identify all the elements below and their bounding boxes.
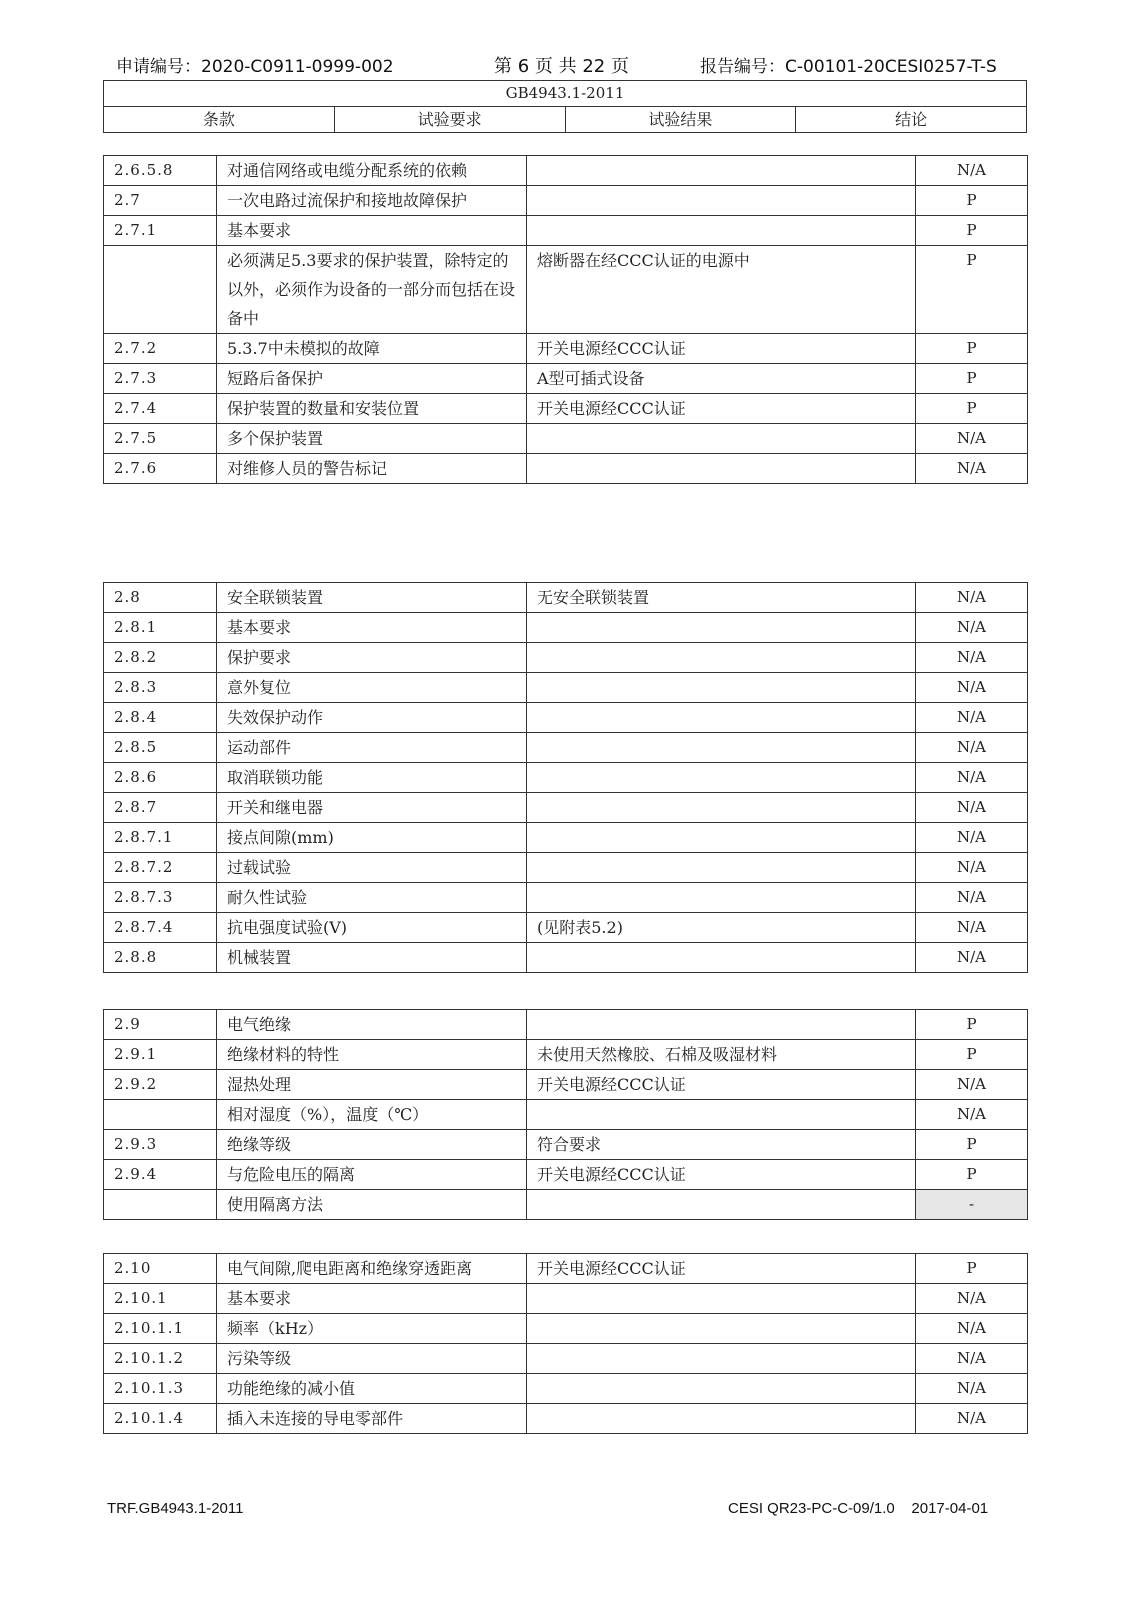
verdict-cell: N/A (916, 823, 1028, 853)
result-cell (527, 156, 916, 186)
verdict-cell: P (916, 1160, 1028, 1190)
requirement-cell: 污染等级 (217, 1344, 527, 1374)
result-cell (527, 733, 916, 763)
clause-cell: 2.8.7 (104, 793, 217, 823)
result-cell: 无安全联锁装置 (527, 583, 916, 613)
table-row (104, 583, 1028, 613)
requirement-cell: 对维修人员的警告标记 (217, 454, 527, 484)
result-cell (527, 613, 916, 643)
clause-cell: 2.9.3 (104, 1130, 217, 1160)
requirement-cell: 5.3.7中未模拟的故障 (217, 334, 527, 364)
table-row (104, 186, 1028, 216)
requirement-cell: 电气间隙,爬电距离和绝缘穿透距离 (217, 1254, 527, 1284)
requirement-cell: 相对湿度（%），温度（℃） (217, 1100, 527, 1130)
requirement-cell: 安全联锁装置 (217, 583, 527, 613)
table-row (104, 364, 1028, 394)
result-cell: 开关电源经CCC认证 (527, 1254, 916, 1284)
clause-cell: 2.9 (104, 1010, 217, 1040)
requirement-cell: 意外复位 (217, 673, 527, 703)
clause-cell: 2.9.2 (104, 1070, 217, 1100)
result-cell (527, 186, 916, 216)
verdict-cell: P (916, 246, 1028, 334)
clause-cell: 2.8 (104, 583, 217, 613)
result-cell (527, 1010, 916, 1040)
requirement-cell: 插入未连接的导电零部件 (217, 1404, 527, 1434)
requirement-cell: 取消联锁功能 (217, 763, 527, 793)
clause-cell: 2.9.1 (104, 1040, 217, 1070)
result-cell (527, 1314, 916, 1344)
result-cell (527, 424, 916, 454)
requirement-cell: 必须满足5.3要求的保护装置，除特定的以外，必须作为设备的一部分而包括在设备中 (217, 246, 527, 334)
doc-date: 2017-04-01 (911, 1500, 989, 1517)
requirement-cell: 过载试验 (217, 853, 527, 883)
clause-cell: 2.7.4 (104, 394, 217, 424)
result-cell: 开关电源经CCC认证 (527, 1070, 916, 1100)
result-cell (527, 1284, 916, 1314)
table-row (104, 763, 1028, 793)
verdict-cell: P (916, 216, 1028, 246)
table-header (103, 80, 1027, 133)
clause-cell: 2.8.3 (104, 673, 217, 703)
clause-cell (104, 1100, 217, 1130)
verdict-cell: N/A (916, 763, 1028, 793)
requirement-cell: 绝缘材料的特性 (217, 1040, 527, 1070)
table-row (104, 394, 1028, 424)
requirement-cell: 接点间隙(mm) (217, 823, 527, 853)
verdict-cell: - (916, 1190, 1028, 1220)
table-row (104, 1314, 1028, 1344)
verdict-cell: N/A (916, 156, 1028, 186)
table-row (104, 1070, 1028, 1100)
result-cell: 开关电源经CCC认证 (527, 1160, 916, 1190)
requirement-cell: 保护要求 (217, 643, 527, 673)
clause-cell: 2.8.6 (104, 763, 217, 793)
verdict-cell: N/A (916, 583, 1028, 613)
verdict-cell: N/A (916, 613, 1028, 643)
requirement-cell: 电气绝缘 (217, 1010, 527, 1040)
clause-cell: 2.8.8 (104, 943, 217, 973)
clause-cell: 2.10.1.4 (104, 1404, 217, 1434)
table-row (104, 246, 1028, 334)
table-row (104, 1040, 1028, 1070)
table-row (104, 733, 1028, 763)
result-cell: 熔断器在经CCC认证的电源中 (527, 246, 916, 334)
result-cell: 开关电源经CCC认证 (527, 394, 916, 424)
column-header-verdict: 结论 (796, 107, 1027, 133)
verdict-cell: N/A (916, 424, 1028, 454)
clause-cell: 2.8.7.4 (104, 913, 217, 943)
verdict-cell: N/A (916, 1404, 1028, 1434)
requirement-cell: 基本要求 (217, 216, 527, 246)
clause-cell (104, 246, 217, 334)
clause-cell: 2.6.5.8 (104, 156, 217, 186)
requirement-cell: 耐久性试验 (217, 883, 527, 913)
verdict-cell: N/A (916, 1284, 1028, 1314)
form-id: TRF.GB4943.1-2011 (107, 1500, 244, 1517)
table-row (104, 454, 1028, 484)
requirement-cell: 功能绝缘的减小值 (217, 1374, 527, 1404)
requirement-cell: 保护装置的数量和安装位置 (217, 394, 527, 424)
table-row (104, 1284, 1028, 1314)
table-row (104, 673, 1028, 703)
clause-cell: 2.9.4 (104, 1160, 217, 1190)
clause-cell: 2.8.5 (104, 733, 217, 763)
result-cell: 符合要求 (527, 1130, 916, 1160)
table-row (104, 883, 1028, 913)
table-row (104, 793, 1028, 823)
result-cell (527, 703, 916, 733)
table-row (104, 1100, 1028, 1130)
verdict-cell: P (916, 1254, 1028, 1284)
clause-cell: 2.7.5 (104, 424, 217, 454)
verdict-cell: P (916, 186, 1028, 216)
page-info: 第 6 页 共 22 页 (494, 56, 629, 77)
verdict-cell: N/A (916, 913, 1028, 943)
table-row (104, 216, 1028, 246)
clause-cell: 2.10 (104, 1254, 217, 1284)
result-cell (527, 1344, 916, 1374)
result-cell: 开关电源经CCC认证 (527, 334, 916, 364)
clause-cell: 2.10.1.1 (104, 1314, 217, 1344)
requirement-cell: 绝缘等级 (217, 1130, 527, 1160)
table-row (104, 853, 1028, 883)
standard-title: GB4943.1-2011 (104, 81, 1027, 107)
table-row (104, 643, 1028, 673)
clause-cell: 2.7.3 (104, 364, 217, 394)
result-cell (527, 643, 916, 673)
clause-cell: 2.7 (104, 186, 217, 216)
clause-cell: 2.7.2 (104, 334, 217, 364)
verdict-cell: P (916, 334, 1028, 364)
verdict-cell: N/A (916, 793, 1028, 823)
column-header-result: 试验结果 (565, 107, 796, 133)
requirement-cell: 使用隔离方法 (217, 1190, 527, 1220)
requirement-cell: 失效保护动作 (217, 703, 527, 733)
result-cell: 未使用天然橡胶、石棉及吸湿材料 (527, 1040, 916, 1070)
table-row (104, 1190, 1028, 1220)
doc-code: CESI QR23-PC-C-09/1.0 (728, 1500, 895, 1517)
requirement-cell: 机械装置 (217, 943, 527, 973)
result-cell (527, 216, 916, 246)
requirement-cell: 频率（kHz） (217, 1314, 527, 1344)
table-row (104, 613, 1028, 643)
result-cell: (见附表5.2) (527, 913, 916, 943)
clause-cell: 2.10.1.2 (104, 1344, 217, 1374)
section-table (103, 1253, 1028, 1434)
clause-cell (104, 1190, 217, 1220)
table-row (104, 1254, 1028, 1284)
verdict-cell: N/A (916, 1070, 1028, 1100)
table-row (104, 334, 1028, 364)
doc-code-date (728, 1500, 988, 1517)
table-row (104, 156, 1028, 186)
verdict-cell: N/A (916, 733, 1028, 763)
table-row (104, 1130, 1028, 1160)
verdict-cell: N/A (916, 1344, 1028, 1374)
result-cell (527, 823, 916, 853)
verdict-cell: N/A (916, 853, 1028, 883)
verdict-cell: N/A (916, 1314, 1028, 1344)
requirement-cell: 开关和继电器 (217, 793, 527, 823)
table-row (104, 1374, 1028, 1404)
table-row (104, 823, 1028, 853)
verdict-cell: N/A (916, 703, 1028, 733)
verdict-cell: P (916, 1130, 1028, 1160)
requirement-cell: 与危险电压的隔离 (217, 1160, 527, 1190)
column-header-requirement: 试验要求 (334, 107, 565, 133)
result-cell: A型可插式设备 (527, 364, 916, 394)
result-cell (527, 1190, 916, 1220)
verdict-cell: N/A (916, 673, 1028, 703)
section-table (103, 582, 1028, 973)
clause-cell: 2.8.4 (104, 703, 217, 733)
result-cell (527, 943, 916, 973)
column-header-clause: 条款 (104, 107, 335, 133)
application-number: 申请编号：2020-C0911-0999-002 (116, 57, 394, 77)
table-row (104, 1404, 1028, 1434)
result-cell (527, 454, 916, 484)
clause-cell: 2.8.2 (104, 643, 217, 673)
result-cell (527, 883, 916, 913)
requirement-cell: 基本要求 (217, 1284, 527, 1314)
requirement-cell: 湿热处理 (217, 1070, 527, 1100)
clause-cell: 2.7.1 (104, 216, 217, 246)
result-cell (527, 793, 916, 823)
requirement-cell: 抗电强度试验(V) (217, 913, 527, 943)
table-row (104, 424, 1028, 454)
report-number: 报告编号：C-00101-20CESI0257-T-S (700, 57, 997, 77)
result-cell (527, 853, 916, 883)
verdict-cell: N/A (916, 883, 1028, 913)
verdict-cell: N/A (916, 454, 1028, 484)
requirement-cell: 运动部件 (217, 733, 527, 763)
requirement-cell: 短路后备保护 (217, 364, 527, 394)
verdict-cell: P (916, 1010, 1028, 1040)
verdict-cell: N/A (916, 643, 1028, 673)
clause-cell: 2.7.6 (104, 454, 217, 484)
clause-cell: 2.10.1.3 (104, 1374, 217, 1404)
clause-cell: 2.8.7.3 (104, 883, 217, 913)
result-cell (527, 1404, 916, 1434)
table-row (104, 943, 1028, 973)
verdict-cell: N/A (916, 1374, 1028, 1404)
verdict-cell: P (916, 1040, 1028, 1070)
verdict-cell: N/A (916, 1100, 1028, 1130)
clause-cell: 2.8.1 (104, 613, 217, 643)
requirement-cell: 对通信网络或电缆分配系统的依赖 (217, 156, 527, 186)
result-cell (527, 1374, 916, 1404)
clause-cell: 2.8.7.2 (104, 853, 217, 883)
requirement-cell: 基本要求 (217, 613, 527, 643)
table-row (104, 703, 1028, 733)
verdict-cell: N/A (916, 943, 1028, 973)
verdict-cell: P (916, 394, 1028, 424)
section-table (103, 155, 1028, 484)
result-cell (527, 1100, 916, 1130)
table-row (104, 913, 1028, 943)
table-row (104, 1010, 1028, 1040)
requirement-cell: 多个保护装置 (217, 424, 527, 454)
section-table (103, 1009, 1028, 1220)
result-cell (527, 763, 916, 793)
clause-cell: 2.8.7.1 (104, 823, 217, 853)
requirement-cell: 一次电路过流保护和接地故障保护 (217, 186, 527, 216)
table-row (104, 1344, 1028, 1374)
clause-cell: 2.10.1 (104, 1284, 217, 1314)
result-cell (527, 673, 916, 703)
table-row (104, 1160, 1028, 1190)
verdict-cell: P (916, 364, 1028, 394)
